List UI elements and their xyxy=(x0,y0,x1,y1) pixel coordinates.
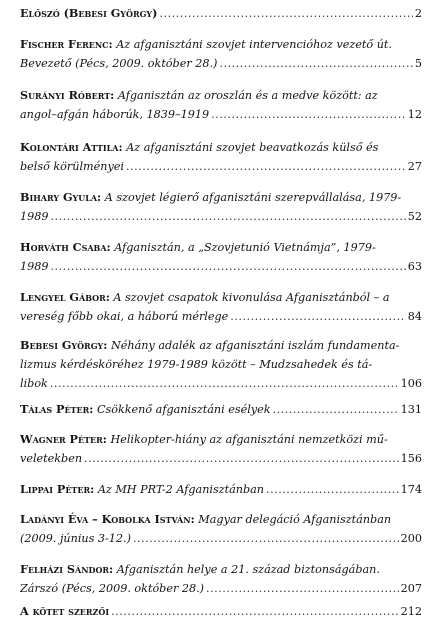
toc-author: Wagner Péter: xyxy=(20,432,107,446)
toc-title-continued: belső körülményei xyxy=(20,160,124,173)
toc-author: A kötet szerzői xyxy=(20,604,110,618)
toc-author: Felházi Sándor: xyxy=(20,562,114,576)
toc-page-number: 106 xyxy=(400,377,422,390)
toc-author: Kolontári Attila: xyxy=(20,140,123,154)
toc-author: Bihary Gyula: xyxy=(20,190,102,204)
toc-page-number: 84 xyxy=(407,310,422,323)
toc-page-number: 174 xyxy=(400,483,422,496)
toc-page-number: 2 xyxy=(414,7,422,20)
toc-title-continued: Bevezető (Pécs, 2009. október 28.) xyxy=(20,57,218,70)
toc-title: Az afganisztáni szovjet intervencióhoz vezető út. xyxy=(116,38,392,51)
dot-leader xyxy=(206,581,399,596)
toc-title-continued: veletekben xyxy=(20,452,83,465)
dot-leader xyxy=(266,482,399,497)
toc-title: A szovjet csapatok kivonulása Afganisztánból – a xyxy=(113,291,390,304)
toc-title-continued: 1989 xyxy=(20,210,49,223)
toc-page-number: 131 xyxy=(400,403,422,416)
toc-page-number: 27 xyxy=(407,160,422,173)
toc-title: Csökkenő afganisztáni esélyek xyxy=(96,403,271,416)
dot-leader xyxy=(50,209,405,224)
toc-author: Lippai Péter: xyxy=(20,482,95,496)
dot-leader xyxy=(211,107,406,122)
toc-title-continued: (2009. június 3-12.) xyxy=(20,532,131,545)
dot-leader xyxy=(273,402,399,417)
toc-page-number: 63 xyxy=(407,260,422,273)
dot-leader xyxy=(133,531,399,546)
toc-title: Néhány adalék az afganisztáni iszlám fundamenta- xyxy=(110,339,400,352)
toc-author: Előszó (Bebesi György) xyxy=(20,6,158,20)
toc-title: Afganisztán, a „Szovjetunió Vietnámja”, 1979- xyxy=(114,241,376,254)
toc-title: Az MH PRT-2 Afganisztánban xyxy=(97,483,265,496)
dot-leader xyxy=(219,56,412,71)
dot-leader xyxy=(159,6,412,21)
toc-title-continued: Zárszó (Pécs, 2009. október 28.) xyxy=(20,582,205,595)
toc-title: Afganisztán helye a 21. század biztonságában. xyxy=(116,563,380,576)
toc-author: Bebesi György: xyxy=(20,338,108,352)
dot-leader xyxy=(50,376,399,391)
toc-page-number: 200 xyxy=(400,532,422,545)
toc-title-continued: vereség főbb okai, a háború mérlege xyxy=(20,310,229,323)
toc-page-number: 156 xyxy=(400,452,422,465)
toc-page-number: 207 xyxy=(400,582,422,595)
dot-leader xyxy=(230,309,405,324)
toc-title: Helikopter-hiány az afganisztáni nemzetközi mű- xyxy=(110,433,388,446)
toc-title-continued: 1989 xyxy=(20,260,49,273)
toc-title: Afganisztán az oroszlán és a medve között: az xyxy=(117,89,378,102)
toc-title: A szovjet légierő afganisztáni szerepvállalása, 1979- xyxy=(104,191,402,204)
toc-author: Surányi Róbert: xyxy=(20,88,115,102)
toc-page-number: 5 xyxy=(414,57,422,70)
dot-leader xyxy=(126,159,406,174)
toc-author: Fischer Ferenc: xyxy=(20,37,113,51)
toc-author: Tálas Péter: xyxy=(20,402,94,416)
toc-title: Az afganisztáni szovjet beavatkozás külső és xyxy=(126,141,379,154)
toc-title-continued: angol–afgán háborúk, 1839–1919 xyxy=(20,108,210,121)
toc-author: Ladányi Éva – Kobolka István: xyxy=(20,512,195,526)
toc-author: Horváth Csaba: xyxy=(20,240,111,254)
dot-leader xyxy=(84,451,399,466)
toc-page-number: 12 xyxy=(407,108,422,121)
toc-title: Magyar delegáció Afganisztánban xyxy=(198,513,392,526)
dot-leader xyxy=(111,604,399,619)
toc-author: Lengyel Gábor: xyxy=(20,290,110,304)
toc-page-number: 52 xyxy=(407,210,422,223)
dot-leader xyxy=(50,259,405,274)
toc-page-number: 212 xyxy=(400,605,422,618)
toc-title-continued: libok xyxy=(20,377,48,390)
toc-title-line2: lizmus kérdésköréhez 1979-1989 között – Mudzsahedek és tá- xyxy=(20,358,373,371)
